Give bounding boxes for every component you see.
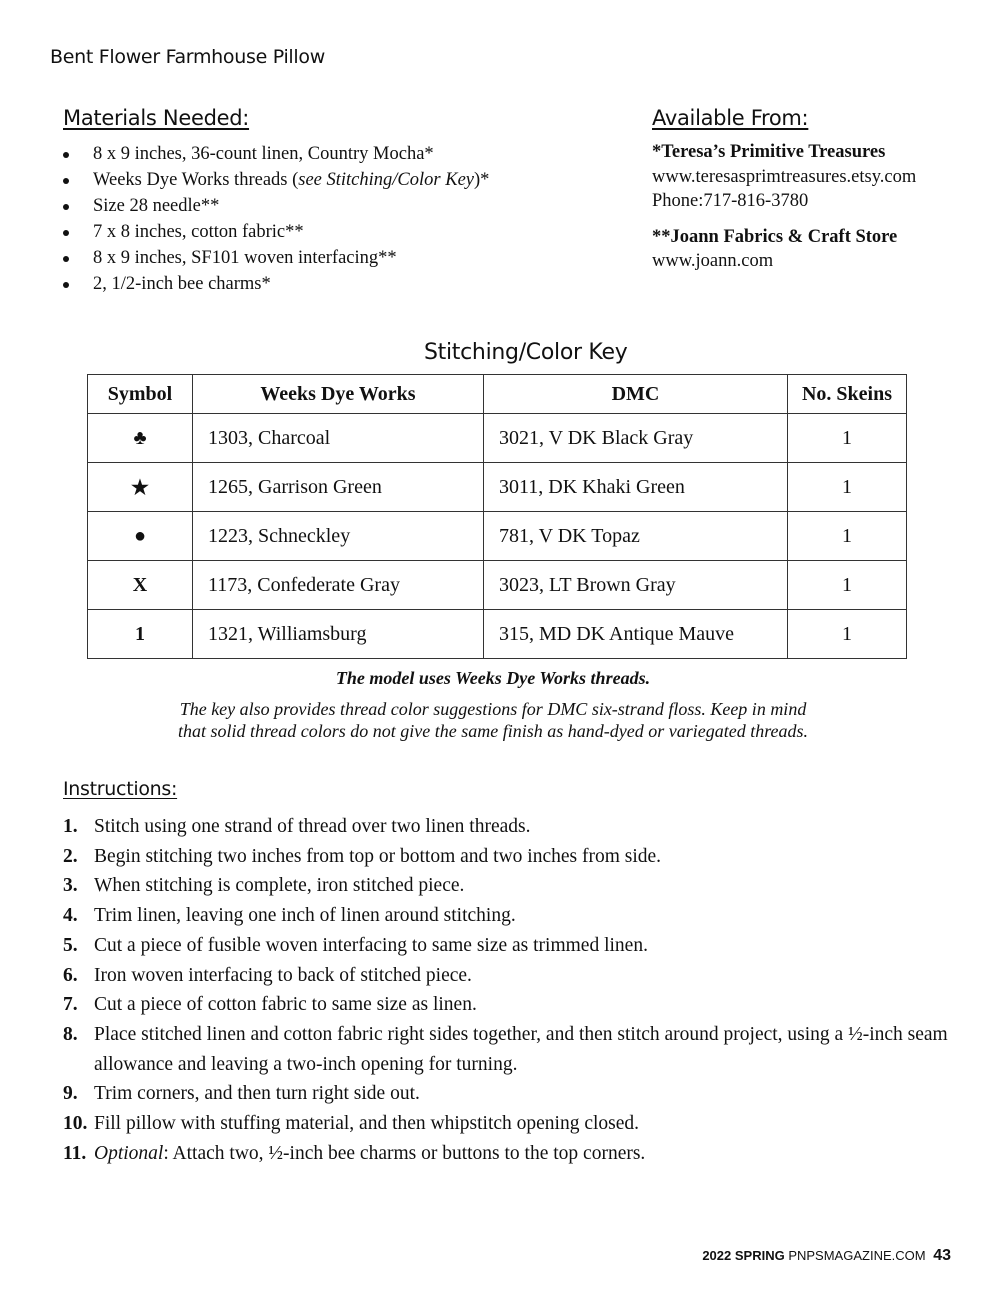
list-item [63, 812, 953, 842]
symbol-cell: ● [88, 512, 193, 561]
table-row [88, 463, 907, 512]
column-header-skeins: No. Skeins [788, 375, 907, 414]
dmc-cell: 3023, LT Brown Gray [484, 561, 788, 610]
key-title: Stitching/Color Key [424, 340, 628, 365]
column-header-dmc: DMC [484, 375, 788, 414]
dmc-cell: 3011, DK Khaki Green [484, 463, 788, 512]
symbol-cell: ♣ [88, 414, 193, 463]
page-number: 43 [933, 1247, 951, 1264]
step-number: 3. [63, 875, 78, 897]
available-heading: Available From: [652, 106, 809, 130]
symbol-cell: ★ [88, 463, 193, 512]
list-item [62, 245, 489, 271]
table-header-row [88, 375, 907, 414]
list-item [62, 141, 489, 167]
step-number: 10. [63, 1113, 88, 1135]
page-footer [702, 1247, 951, 1265]
skeins-cell: 1 [788, 414, 907, 463]
step-text: Trim linen, leaving one inch of linen around stitching. [94, 905, 516, 927]
step-text: Trim corners, and then turn right side out. [94, 1083, 420, 1105]
step-number: 4. [63, 905, 78, 927]
footer-season: 2022 SPRING [702, 1248, 785, 1263]
vendor-name: **Joann Fabrics & Craft Store [652, 226, 898, 247]
step-text: When stitching is complete, iron stitched piece. [94, 875, 465, 897]
table-row [88, 512, 907, 561]
material-text: Weeks Dye Works threads ( [93, 170, 299, 190]
material-text: 2, 1/2-inch bee charms* [93, 274, 271, 294]
list-item [63, 1079, 953, 1109]
material-text: )* [474, 170, 490, 190]
step-text: Cut a piece of cotton fabric to same size as linen. [94, 994, 477, 1016]
table-row [88, 561, 907, 610]
step-number: 1. [63, 816, 78, 837]
table-row [88, 610, 907, 659]
step-text: Place stitched linen and cotton fabric right sides together, and then stitch around project, using a ½-inch seam allowance and leaving a two-inch opening for turning. [94, 1023, 948, 1075]
list-item [63, 1109, 953, 1139]
material-text: 8 x 9 inches, 36-count linen, Country Mocha* [93, 144, 434, 164]
step-number: 7. [63, 994, 78, 1016]
step-lead: Optional [94, 1142, 164, 1164]
column-header-symbol: Symbol [88, 375, 193, 414]
list-item [62, 167, 489, 193]
step-text: Stitch using one strand of thread over two linen threads. [94, 816, 531, 837]
vendor-list [652, 140, 916, 274]
vendor-phone: Phone:717-816-3780 [652, 191, 809, 211]
list-item [63, 842, 953, 872]
step-text: Cut a piece of fusible woven interfacing to same size as trimmed linen. [94, 934, 648, 956]
step-text: Iron woven interfacing to back of stitched piece. [94, 964, 472, 986]
step-text: Fill pillow with stuffing material, and then whipstitch opening closed. [94, 1113, 640, 1135]
dmc-cell: 3021, V DK Black Gray [484, 414, 788, 463]
footer-site: PNPSMAGAZINE.COM [788, 1248, 926, 1263]
material-reference: see Stitching/Color Key [298, 170, 474, 190]
step-number: 5. [63, 934, 78, 956]
wdw-cell: 1321, Williamsburg [193, 610, 484, 659]
material-text: 8 x 9 inches, SF101 woven interfacing** [93, 248, 397, 268]
step-number: 2. [63, 845, 78, 867]
step-number: 9. [63, 1083, 78, 1105]
list-item [63, 931, 953, 961]
symbol-cell: X [88, 561, 193, 610]
list-item [63, 990, 953, 1020]
step-number: 8. [63, 1023, 78, 1045]
list-item [63, 901, 953, 931]
step-text: Begin stitching two inches from top or bottom and two inches from side. [94, 845, 662, 867]
skeins-cell: 1 [788, 512, 907, 561]
list-item [63, 961, 953, 991]
symbol-cell: 1 [88, 610, 193, 659]
step-number: 6. [63, 964, 78, 986]
key-note-text: that solid thread colors do not give the same finish as hand-dyed or variegated threads. [177, 721, 809, 741]
list-item [63, 1020, 953, 1079]
key-note-heading: The model uses Weeks Dye Works threads. [335, 668, 651, 688]
wdw-cell: 1223, Schneckley [193, 512, 484, 561]
wdw-cell: 1173, Confederate Gray [193, 561, 484, 610]
skeins-cell: 1 [788, 610, 907, 659]
dmc-cell: 315, MD DK Antique Mauve [484, 610, 788, 659]
list-item [62, 193, 489, 219]
skeins-cell: 1 [788, 463, 907, 512]
list-item [62, 219, 489, 245]
materials-list [62, 141, 489, 297]
step-number: 11. [63, 1142, 87, 1164]
wdw-cell: 1303, Charcoal [193, 414, 484, 463]
step-text: : Attach two, ½-inch bee charms or buttons to the top corners. [163, 1142, 646, 1164]
dmc-cell: 781, V DK Topaz [484, 512, 788, 561]
material-text: Size 28 needle** [93, 196, 220, 216]
page-title: Bent Flower Farmhouse Pillow [50, 46, 325, 68]
list-item [63, 871, 953, 901]
list-item [63, 1139, 953, 1169]
column-header-weeks-dye-works: Weeks Dye Works [193, 375, 484, 414]
table-row [88, 414, 907, 463]
vendor-spacer [652, 214, 916, 225]
vendor-name: *Teresa’s Primitive Treasures [652, 142, 886, 162]
vendor-url: www.teresasprimtreasures.etsy.com [652, 166, 917, 187]
color-key-table [87, 374, 907, 659]
materials-heading: Materials Needed: [63, 106, 250, 130]
key-note-text: The key also provides thread color suggestions for DMC six-strand floss. Keep in mind [179, 699, 807, 719]
vendor-url: www.joann.com [652, 251, 774, 271]
material-text: 7 x 8 inches, cotton fabric** [93, 222, 304, 242]
list-item [62, 271, 489, 297]
skeins-cell: 1 [788, 561, 907, 610]
instructions-list [63, 812, 953, 1168]
wdw-cell: 1265, Garrison Green [193, 463, 484, 512]
instructions-heading: Instructions: [63, 778, 178, 800]
